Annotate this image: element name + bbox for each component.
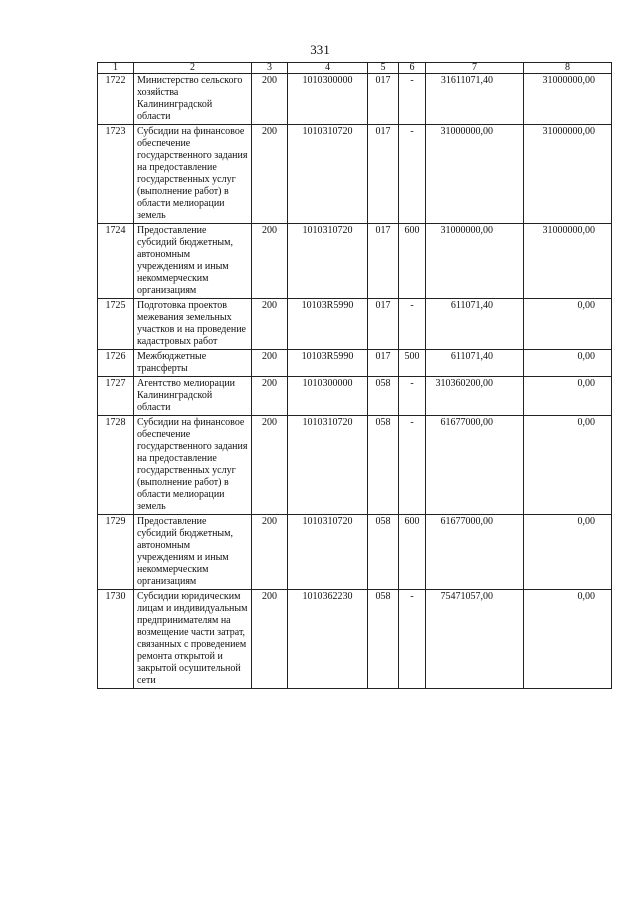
row-col3: 200	[252, 224, 288, 299]
row-col5: 058	[368, 590, 399, 689]
table-body	[98, 74, 612, 689]
row-col8: 0,00	[524, 377, 612, 416]
row-col8: 0,00	[524, 416, 612, 515]
row-col3: 200	[252, 416, 288, 515]
column-header: 5	[368, 63, 399, 74]
row-number: 1724	[98, 224, 134, 299]
row-col7: 310360200,00	[426, 377, 524, 416]
row-number: 1723	[98, 125, 134, 224]
row-col5: 017	[368, 299, 399, 350]
row-col7: 611071,40	[426, 350, 524, 377]
row-name: Министерство сельского хозяйства Калининградской области	[134, 74, 252, 125]
row-number: 1727	[98, 377, 134, 416]
row-col5: 017	[368, 125, 399, 224]
row-col5: 017	[368, 224, 399, 299]
column-header: 3	[252, 63, 288, 74]
row-col3: 200	[252, 377, 288, 416]
row-number: 1728	[98, 416, 134, 515]
row-name: Субсидии юридическим лицам и индивидуальным предпринимателям на возмещение части затрат, связанных с проведением ремонта открытой и закрытой осушительной сети	[134, 590, 252, 689]
row-col3: 200	[252, 590, 288, 689]
row-col8: 0,00	[524, 515, 612, 590]
table-row	[98, 515, 612, 590]
column-header: 1	[98, 63, 134, 74]
row-number: 1729	[98, 515, 134, 590]
row-col4: 1010310720	[288, 416, 368, 515]
header-row	[98, 63, 612, 74]
table-row	[98, 125, 612, 224]
row-col5: 058	[368, 377, 399, 416]
row-col4: 1010362230	[288, 590, 368, 689]
row-col6: -	[399, 377, 426, 416]
column-header: 7	[426, 63, 524, 74]
column-header: 6	[399, 63, 426, 74]
row-col8: 31000000,00	[524, 224, 612, 299]
row-col6: 600	[399, 224, 426, 299]
row-col4: 1010300000	[288, 377, 368, 416]
row-col6: -	[399, 590, 426, 689]
row-col6: -	[399, 74, 426, 125]
row-col5: 017	[368, 350, 399, 377]
row-col3: 200	[252, 74, 288, 125]
row-col8: 31000000,00	[524, 125, 612, 224]
row-name: Субсидии на финансовое обеспечение государственного задания на предоставление государственных услуг (выполнение работ) в области мелиорации земель	[134, 416, 252, 515]
row-number: 1730	[98, 590, 134, 689]
row-col3: 200	[252, 125, 288, 224]
row-col7: 75471057,00	[426, 590, 524, 689]
row-col4: 1010300000	[288, 74, 368, 125]
row-col7: 31000000,00	[426, 125, 524, 224]
row-col6: 600	[399, 515, 426, 590]
page-number: 331	[310, 42, 330, 57]
row-col6: -	[399, 125, 426, 224]
table-row	[98, 377, 612, 416]
row-col8: 0,00	[524, 590, 612, 689]
row-col5: 017	[368, 74, 399, 125]
row-col5: 058	[368, 416, 399, 515]
table-row	[98, 590, 612, 689]
row-col7: 61677000,00	[426, 515, 524, 590]
row-name: Подготовка проектов межевания земельных участков и на проведение кадастровых работ	[134, 299, 252, 350]
row-col7: 611071,40	[426, 299, 524, 350]
row-col5: 058	[368, 515, 399, 590]
row-col3: 200	[252, 515, 288, 590]
column-header: 2	[134, 63, 252, 74]
row-col8: 0,00	[524, 350, 612, 377]
row-col3: 200	[252, 350, 288, 377]
table-row	[98, 299, 612, 350]
row-col4: 10103R5990	[288, 299, 368, 350]
row-name: Агентство мелиорации Калининградской области	[134, 377, 252, 416]
row-col7: 61677000,00	[426, 416, 524, 515]
row-name: Субсидии на финансовое обеспечение государственного задания на предоставление государственных услуг (выполнение работ) в области мелиорации земель	[134, 125, 252, 224]
table-row	[98, 74, 612, 125]
row-name: Межбюджетные трансферты	[134, 350, 252, 377]
table-row	[98, 416, 612, 515]
row-number: 1722	[98, 74, 134, 125]
row-col6: 500	[399, 350, 426, 377]
row-col4: 1010310720	[288, 125, 368, 224]
row-col7: 31000000,00	[426, 224, 524, 299]
row-col6: -	[399, 299, 426, 350]
row-col7: 31611071,40	[426, 74, 524, 125]
table-row	[98, 224, 612, 299]
row-name: Предоставление субсидий бюджетным, автономным учреждениям и иным некоммерческим организациям	[134, 224, 252, 299]
column-header: 4	[288, 63, 368, 74]
row-number: 1726	[98, 350, 134, 377]
row-number: 1725	[98, 299, 134, 350]
row-name: Предоставление субсидий бюджетным, автономным учреждениям и иным некоммерческим организациям	[134, 515, 252, 590]
table-row	[98, 350, 612, 377]
row-col4: 1010310720	[288, 224, 368, 299]
row-col8: 31000000,00	[524, 74, 612, 125]
row-col6: -	[399, 416, 426, 515]
row-col4: 10103R5990	[288, 350, 368, 377]
row-col8: 0,00	[524, 299, 612, 350]
column-header: 8	[524, 63, 612, 74]
row-col3: 200	[252, 299, 288, 350]
budget-table	[97, 62, 612, 689]
row-col4: 1010310720	[288, 515, 368, 590]
table-header	[98, 63, 612, 74]
